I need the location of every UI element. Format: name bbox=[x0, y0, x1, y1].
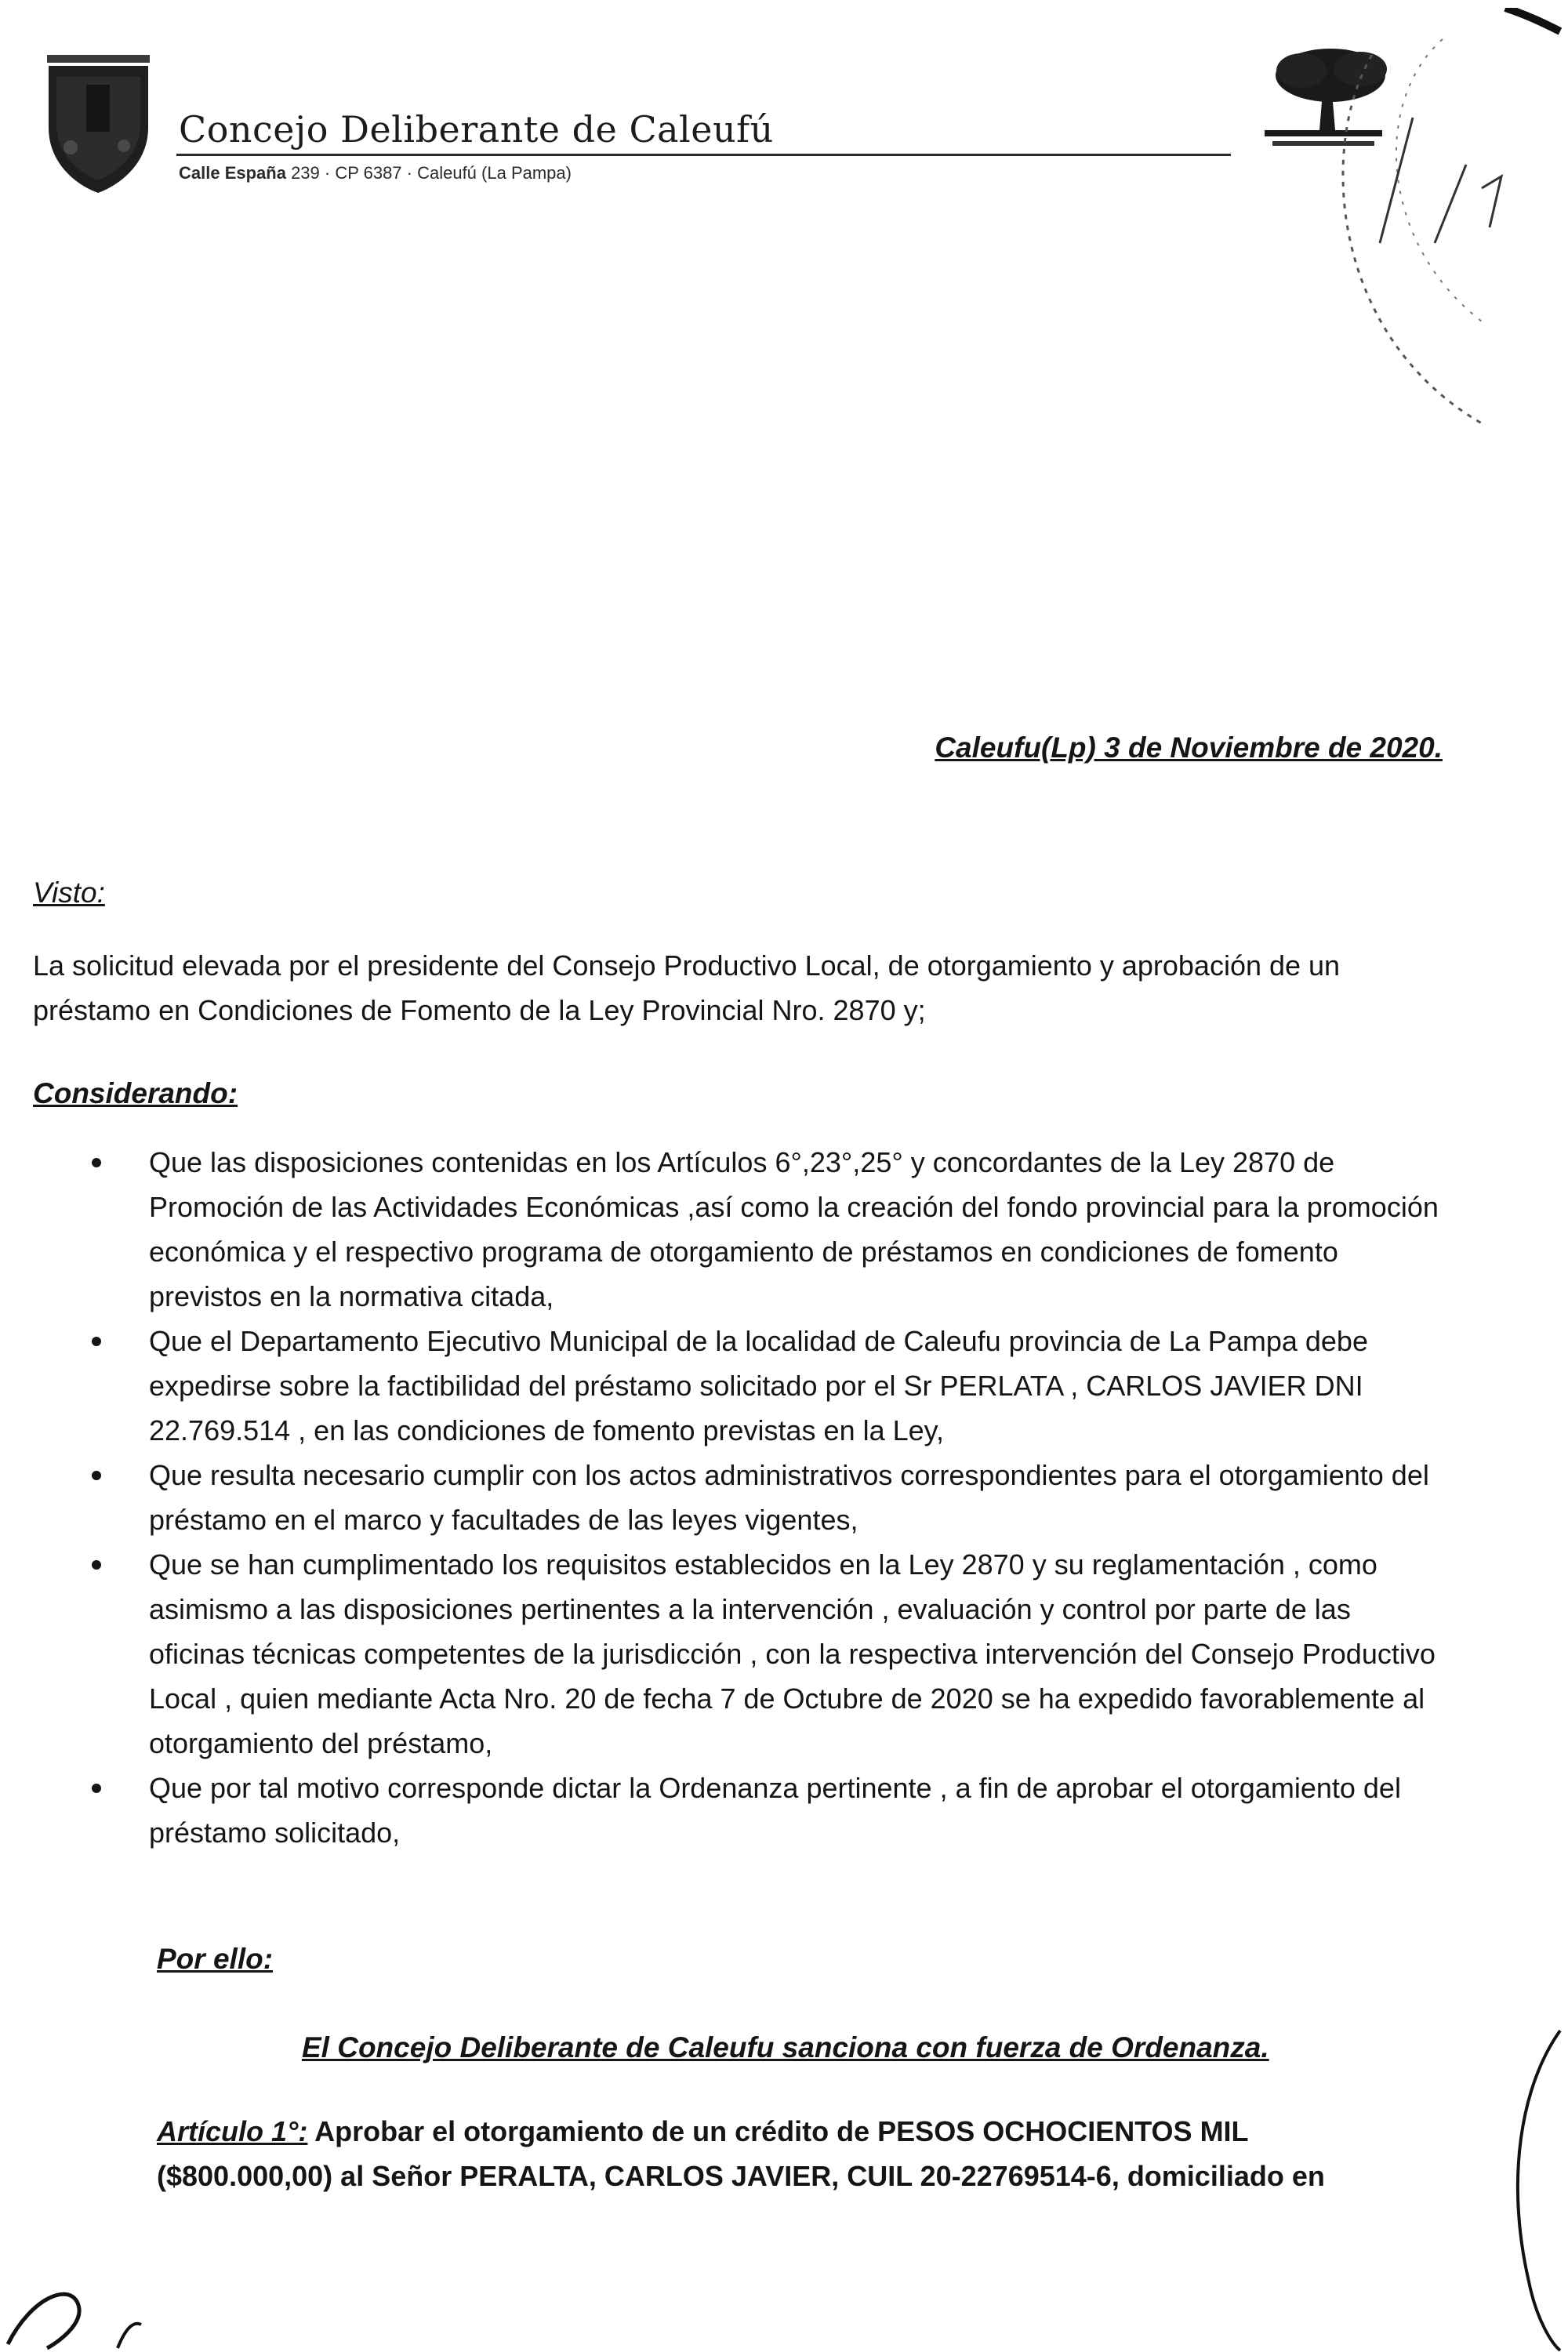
considerando-item: Que resulta necesario cumplir con los actos administrativos correspondientes para el otorgamiento del préstamo en el marco y facultades de las leyes vigentes, bbox=[0, 1453, 1446, 1542]
visto-body: La solicitud elevada por el presidente del Consejo Productivo Local, de otorgamiento y aprobación de un préstamo en Condiciones de Fomento de la Ley Provincial Nro. 2870 y; bbox=[33, 949, 1341, 1026]
shield-logo-icon bbox=[45, 53, 151, 194]
considerando-heading: Considerando: bbox=[33, 1077, 238, 1109]
letterhead-title: Concejo Deliberante de Caleufú bbox=[179, 108, 774, 151]
signature-stroke-icon bbox=[1482, 2023, 1568, 2352]
considerando-item: Que se han cumplimentado los requisitos establecidos en la Ley 2870 y su reglamentación , como asimismo a las disposiciones pertinentes a la intervención , evaluación y control por parte de las oficinas técnicas competentes de la jurisdicción , con la respectiva intervención del Consejo Productivo Local , quien mediante Acta Nro. 20 de fecha 7 de Octubre de 2020 se ha expedido favorablemente al otorgamiento del préstamo, bbox=[0, 1542, 1446, 1766]
articulo-1-text: Aprobar el otorgamiento de un crédito de PESOS OCHOCIENTOS MIL ($800.000,00) al Señor PERALTA, CARLOS JAVIER, CUIL 20-22769514-6, domiciliado en bbox=[157, 2115, 1325, 2192]
considerando-item: Que por tal motivo corresponde dictar la Ordenanza pertinente , a fin de aprobar el otorgamiento del préstamo solicitado, bbox=[0, 1766, 1446, 1855]
visto-heading: Visto: bbox=[33, 877, 105, 909]
por-ello-heading: Por ello: bbox=[157, 1943, 274, 1975]
sanciona-heading: El Concejo Deliberante de Caleufu sanciona con fuerza de Ordenanza. bbox=[302, 2031, 1269, 2063]
letterhead-address bbox=[179, 163, 572, 183]
articulo-1 bbox=[157, 2109, 1396, 2198]
considerando-list bbox=[0, 1140, 1568, 1855]
considerando-item: Que las disposiciones contenidas en los Artículos 6°,23°,25° y concordantes de la Ley 2870 de Promoción de las Actividades Económicas ,así como la creación del fondo provincial para la promoción económica y el respectivo programa de otorgamiento de préstamos en condiciones de fomento previstos en la normativa citada, bbox=[0, 1140, 1446, 1319]
articulo-1-label: Artículo 1°: bbox=[157, 2115, 308, 2147]
letterhead-divider bbox=[176, 154, 1231, 156]
address-detail: 239 · CP 6387 · Caleufú (La Pampa) bbox=[285, 163, 572, 183]
signature-mark-icon bbox=[0, 2250, 172, 2352]
address-street: Calle España bbox=[179, 163, 286, 183]
stamp-mark-icon bbox=[1325, 8, 1568, 447]
document-date: Caleufu(Lp) 3 de Noviembre de 2020. bbox=[935, 731, 1443, 764]
considerando-item: Que el Departamento Ejecutivo Municipal de la localidad de Caleufu provincia de La Pampa debe expedirse sobre la factibilidad del préstamo solicitado por el Sr PERLATA , CARLOS JAVIER DNI 22.769.514 , en las condiciones de fomento previstas en la Ley, bbox=[0, 1319, 1446, 1453]
